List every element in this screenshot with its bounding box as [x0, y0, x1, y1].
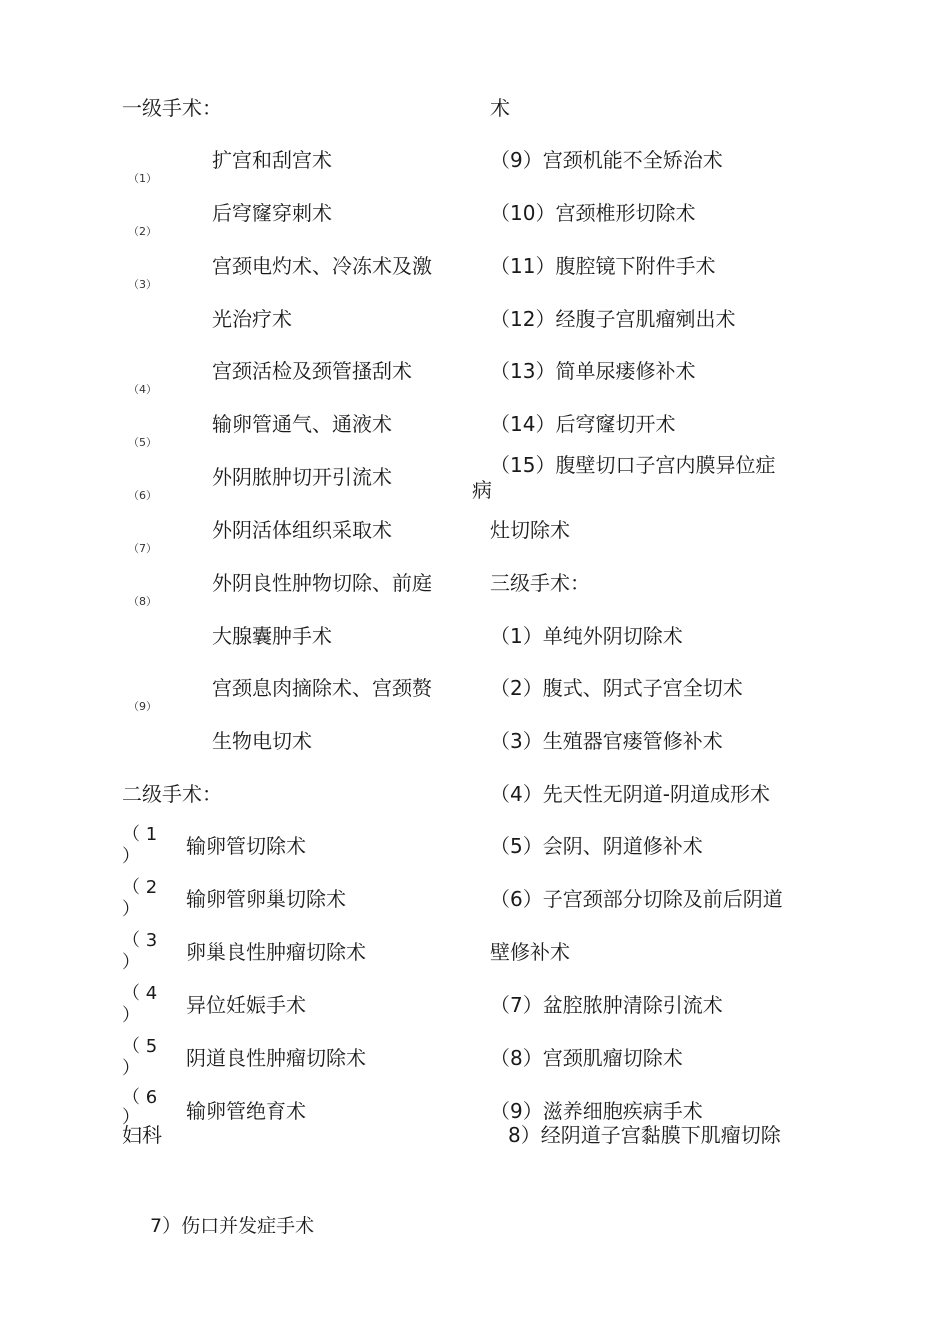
item-number: （9） [128, 700, 157, 713]
item-number: （5） [128, 436, 157, 449]
list-item-continuation: 光治疗术 [212, 307, 292, 331]
list-item: 异位妊娠手术 [186, 993, 306, 1017]
list-item: 宫颈息肉摘除术、宫颈赘 [212, 676, 432, 700]
item-number-close: ） [122, 1058, 140, 1079]
list-item: （4）先天性无阴道-阴道成形术 [490, 782, 770, 806]
list-item: （5）会阴、阴道修补术 [490, 834, 703, 858]
list-item: （2）腹式、阴式子宫全切术 [490, 676, 743, 700]
item-number: （4） [128, 383, 157, 396]
level3-heading: 三级手术： [490, 571, 590, 595]
item-number: （7） [128, 542, 157, 555]
item-number-close: ） [122, 952, 140, 973]
list-item: （1）单纯外阴切除术 [490, 624, 683, 648]
item-number-close: ） [122, 846, 140, 867]
list-item: （13）简单尿瘘修补术 [490, 359, 696, 383]
continuation-text: 术 [490, 96, 510, 120]
list-item: 外阴良性肿物切除、前庭 [212, 571, 432, 595]
item-number: （1） [128, 172, 157, 185]
list-item-continuation: 壁修补术 [490, 940, 570, 964]
list-item: （9）滋养细胞疾病手术 [490, 1099, 703, 1123]
list-item: 扩宫和刮宫术 [212, 148, 332, 172]
list-item: 输卵管绝育术 [186, 1099, 306, 1123]
list-item-continuation: 大腺囊肿手术 [212, 624, 332, 648]
list-item: 宫颈电灼术、冷冻术及激 [212, 254, 432, 278]
item-number-close: ） [122, 1005, 140, 1026]
list-item: （10）宫颈椎形切除术 [490, 201, 696, 225]
level1-heading: 一级手术： [122, 96, 222, 120]
list-item-continuation: 灶切除术 [490, 518, 570, 542]
item-number: （2） [128, 225, 157, 238]
list-item: （3）生殖器官瘘管修补术 [490, 729, 723, 753]
list-item: 阴道良性肿瘤切除术 [186, 1046, 366, 1070]
list-item: （6）子宫颈部分切除及前后阴道 [490, 887, 783, 911]
item-number-open: （ 6 [122, 1087, 158, 1108]
item-number-open: （ 5 [122, 1036, 158, 1057]
list-item: （15）腹壁切口子宫内膜异位症 [490, 453, 776, 477]
item-number: （8） [128, 595, 157, 608]
list-item-continuation: 生物电切术 [212, 729, 312, 753]
list-item: 卵巢良性肿瘤切除术 [186, 940, 366, 964]
list-item: （12）经腹子宫肌瘤剜出术 [490, 307, 736, 331]
item-number-open: （ 3 [122, 930, 158, 951]
list-item: （14）后穹窿切开术 [490, 412, 676, 436]
item-number-close: ） [122, 1107, 140, 1128]
item-number-close: ） [122, 899, 140, 920]
level2-heading: 二级手术： [122, 782, 222, 806]
list-item: 输卵管通气、通液术 [212, 412, 392, 436]
list-item: （11）腹腔镜下附件手术 [490, 254, 716, 278]
footer-label: 妇科 [122, 1123, 162, 1147]
list-item: 后穹窿穿刺术 [212, 201, 332, 225]
list-item: （9）宫颈机能不全矫治术 [490, 148, 723, 172]
list-item: （7）盆腔脓肿清除引流术 [490, 993, 723, 1017]
list-item: 外阴活体组织采取术 [212, 518, 392, 542]
list-item-continuation: 病 [472, 478, 492, 502]
item-number: （3） [128, 278, 157, 291]
list-item: 输卵管卵巢切除术 [186, 887, 346, 911]
item-number: （6） [128, 489, 157, 502]
list-item: （8）宫颈肌瘤切除术 [490, 1046, 683, 1070]
list-item: 外阴脓肿切开引流术 [212, 465, 392, 489]
item-number-open: （ 2 [122, 877, 158, 898]
list-item: 宫颈活检及颈管搔刮术 [212, 359, 412, 383]
list-item: 8）经阴道子宫黏膜下肌瘤切除 [508, 1123, 781, 1147]
item-number-open: （ 1 [122, 824, 158, 845]
list-item: 输卵管切除术 [186, 834, 306, 858]
item-number-open: （ 4 [122, 983, 158, 1004]
footer-item: 7）伤口并发症手术 [150, 1215, 315, 1237]
